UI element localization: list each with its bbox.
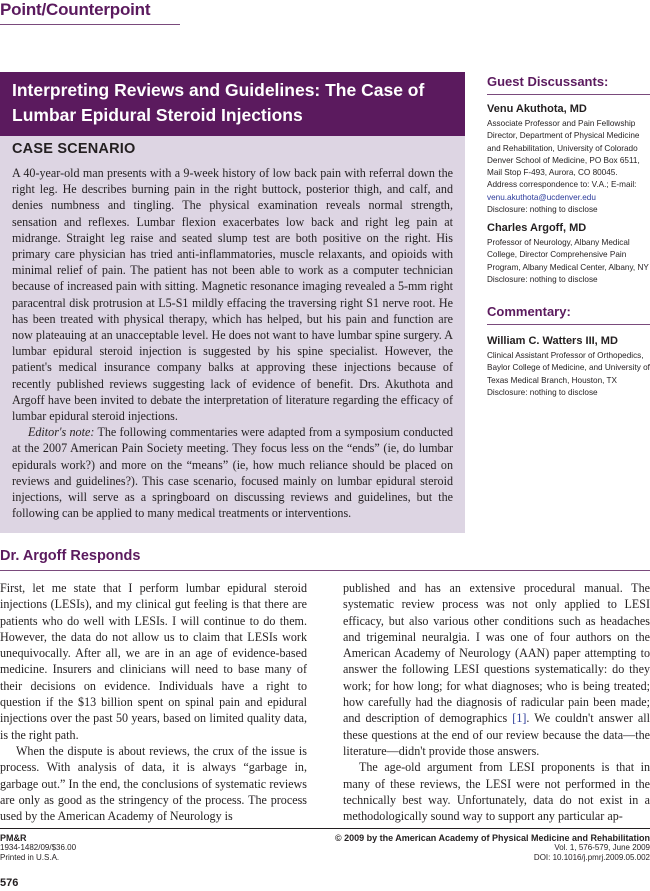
disclosure: Disclosure: nothing to disclose [487,205,598,215]
affiliation-line: Associate Professor and Pain Fellowship [487,119,636,128]
sidebar-divider [487,94,650,95]
disclosure: Disclosure: nothing to disclose [487,387,598,397]
body-text: . We couldn't answer all these questions at the end of our review because the data—the literature—didn't provide those answers. [343,711,650,758]
affiliation-line: Clinical Assistant Professor of Orthopedics, [487,351,644,360]
section-divider [0,24,180,25]
discussant-affiliation [487,237,650,286]
footer-left [0,833,76,863]
response-divider [0,570,650,571]
issn-price: 1934-1482/09/$36.00 [0,843,77,852]
body-column-right [343,580,650,824]
commentator-name: William C. Watters III, MD [487,335,618,347]
affiliation-line: and Rehabilitation, University of Colorado [487,143,638,153]
footer-divider [0,828,650,829]
guest-discussants-heading: Guest Discussants: [487,74,609,89]
printed-in: Printed in U.S.A. [0,853,60,862]
case-scenario-body [12,165,453,521]
article-title: Interpreting Reviews and Guidelines: The Case of Lumbar Epidural Steroid Injections [12,80,425,125]
affiliation-line: Address correspondence to: V.A.; E-mail: [487,180,637,190]
disclosure: Disclosure: nothing to disclose [487,274,598,284]
sidebar-divider [487,324,650,325]
body-text: published and has an extensive procedural manual. The systematic review process was not only applied to LESI efficacy, but also various other conditions such as headaches and trigeminal neuralgia. I was one of four authors on the American Academy of Neurology (AAN) paper attempting to answer the following LESI questions systematically: do they work; for how long; for what diagnoses; who is being treated; how carefully had the diagnosis of radicular pain been made; and description of demographics [343,581,650,726]
affiliation-line: Mail Stop F-493, Aurora, CO 80045. [487,168,618,178]
affiliation-line: Director, Department of Physical Medicine [487,131,640,141]
body-column-left [0,580,307,824]
page-number: 576 [0,877,19,889]
volume-info: Vol. 1, 576-579, June 2009 [554,843,650,852]
reference-link[interactable]: [1] [512,711,527,726]
email-link[interactable]: venu.akuthota@ucdenver.edu [487,192,596,202]
section-label: Point/Counterpoint [0,0,151,19]
affiliation-line: Texas Medical Branch, Houston, TX [487,375,617,385]
discussant-name: Charles Argoff, MD [487,222,587,234]
body-paragraph: First, let me state that I perform lumbar epidural steroid injections (LESIs), and my clinical gut feeling is that there are patients who do well with LESIs. I will continue to do them. However, the data do not allow us to claim that LESIs work unequivocally. After all, we are in an age of evidence-based medicine. Insurers and clinicians will need to base many of their decisions on evidence. Individuals have a right to question if the $13 billion spent on spinal pain and epidural injections over the past 50 years, based on limited quality data, is the right path. [0,581,307,742]
body-paragraph: The age-old argument from LESI proponents is that in many of these reviews, the LESI were not performed in the technically best way. Unfortunately, data do not exist in a methodologically sound way to support any particular ap- [343,760,650,824]
case-scenario-heading: CASE SCENARIO [12,141,136,157]
affiliation-line: Program, Albany Medical Center, Albany, NY [487,262,649,272]
commentator-affiliation [487,350,650,399]
affiliation-line: College, Director Comprehensive Pain [487,250,627,260]
case-paragraph: A 40-year-old man presents with a 9-week history of low back pain with referral down the right leg. He describes burning pain in the right buttock, posterior thigh, and calf, and denies numbness and tingling. The physical examination reveals normal strength, sensation and reflexes. Lumbar flexion exacerbates low back and right leg pain at midrange. Straight leg raise and seated slump test are both positive on the right. His primary care physician has tried anti-inflammatories, muscle relaxants, and opioids with minimal relief of pain. The patient has not been able to work as a computer technician because of increased pain with sitting. Magnetic resonance imaging revealed a 5-mm right paracentral disk protrusion at L5-S1 mildly effacing the traversing right S1 nerve root. He has been treated with physical therapy, which has helped, but his pain and function are now plateauing at an unacceptable level. He does not want to have lumbar spine surgery. A lumbar epidural steroid injection is suggested by his spine specialist. However, the patient's medical insurance company balks at approving these injections because of recently published reviews suggesting lack of evidence of benefit. Drs. Akuthota and Argoff have been invited to debate the interpretation of literature regarding the efficacy of lumbar epidural steroid injections. [12,166,453,424]
body-paragraph [343,580,650,759]
discussant-affiliation [487,118,650,216]
editors-note [12,424,453,521]
body-paragraph: When the dispute is about reviews, the crux of the issue is process. With analysis of data, it is always “garbage in, garbage out.” In the end, the conclusions of systematic reviews are only as good as the stringency of the process. The process used by the American Academy of Neurology is [0,743,307,824]
editors-note-label: Editor's note: [28,425,95,440]
footer-right [335,833,650,863]
affiliation-line: Professor of Neurology, Albany Medical [487,238,630,247]
response-heading: Dr. Argoff Responds [0,548,141,564]
commentary-heading: Commentary: [487,304,571,319]
affiliation-line: Denver School of Medicine, PO Box 6511, [487,155,640,165]
editors-note-text: The following commentaries were adapted from a symposium conducted at the 2007 American Pain Society meeting. They focus less on the “ends” (ie, do lumbar epidurals work?) and more on the “means” (ie, how much reliance should be placed on reviews and guidelines?). This case scenario, focused mainly on lumbar epidural steroid injections, will serve as a springboard on discussing reviews and guidelines, but the following can be applied to many medical treatments or interventions. [12,425,453,521]
doi: DOI: 10.1016/j.pmrj.2009.05.002 [533,853,650,862]
discussant-name: Venu Akuthota, MD [487,103,587,115]
copyright: © 2009 by the American Academy of Physical Medicine and Rehabilitation [334,833,650,843]
affiliation-line: Baylor College of Medicine, and University of [487,363,650,373]
journal-name: PM&R [0,833,27,843]
